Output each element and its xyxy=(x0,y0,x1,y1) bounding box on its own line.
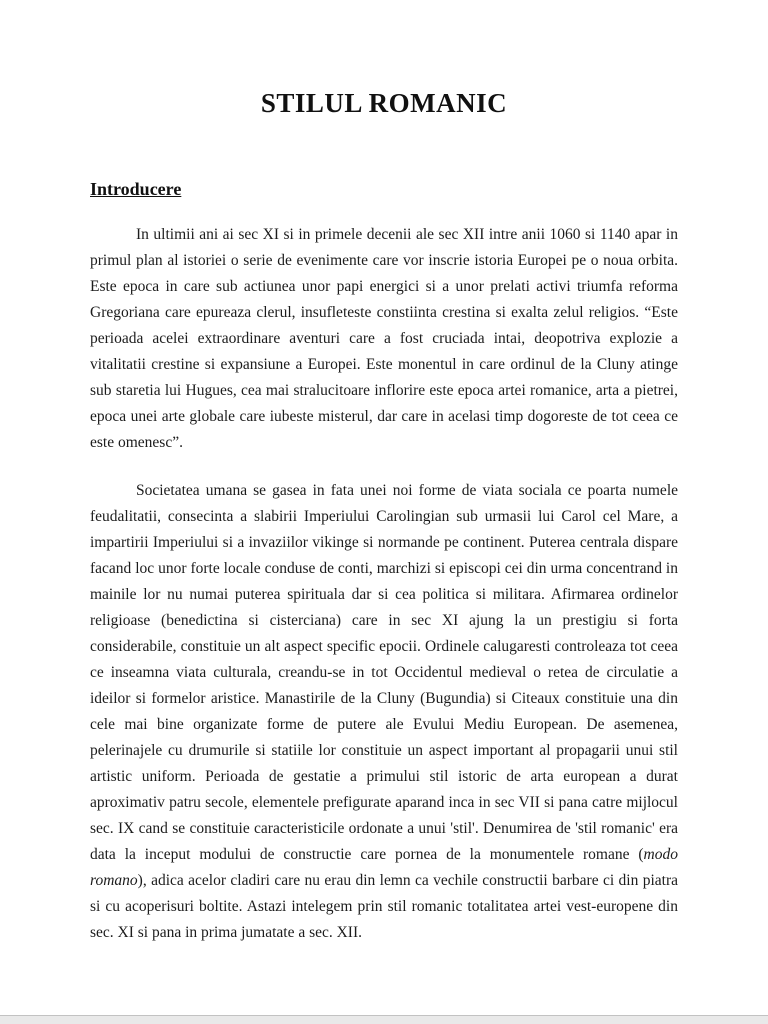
paragraph-2 xyxy=(90,478,678,946)
paragraph-1: In ultimii ani ai sec XI si in primele decenii ale sec XII intre anii 1060 si 1140 apar in primul plan al istoriei o serie de evenimente care vor inscrie istoria Europei pe o noua orbita. Este epoca in care sub actiunea unor papi energici si a unor prelati activi triumfa reforma Gregoriana care epureaza clerul, insufleteste constiinta crestina si exalta zelul religios. “Este perioada acelei extraordinare aventuri care a fost cruciada intai, deopotriva explozie a vitalitatii crestine si expansiune a Europei. Este monentul in care ordinul de la Cluny atinge sub staretia lui Hugues, cea mai stralucitoare inflorire este epoca artei romanice, arta a pietrei, epoca unei arte globale care iubeste misterul, dar care in acelasi timp dogoreste de tot ceea ce este omenesc”. xyxy=(90,226,678,451)
paragraph-2-italic-phrase: modo romano xyxy=(90,846,678,889)
page-bottom-edge xyxy=(0,1015,768,1024)
section-heading: Introducere xyxy=(90,179,182,199)
paragraph-2-text-after: ), adica acelor cladiri care nu erau din lemn ca vechile constructii barbare ci din piatra si cu acoperisuri boltite. Astazi intelegem prin stil romanic totalitatea artei vest-europene din sec. XI si pana in prima jumatate a sec. XII. xyxy=(90,872,678,941)
document-content xyxy=(90,179,678,946)
document-title: STILUL ROMANIC xyxy=(260,88,508,118)
paragraph-2-text-before: Societatea umana se gasea in fata unei noi forme de viata sociala ce poarta numele feudalitatii, consecinta a slabirii Imperiului Carolingian sub urmasii lui Carol cel Mare, a impartirii Imperiului si a invaziilor vikinge si normande pe continent. Puterea centrala dispare facand loc unor forte locale conduse de conti, marchizi si episcopi cei din urma concentrand in mainile lor nu numai puterea spirituala dar si cea politica si militara. Afirmarea ordinelor religioase (benedictina si cisterciana) care in sec XI ajung la un prestigiu si forta considerabile, constituie un alt aspect specific epocii. Ordinele calugaresti controleaza tot ceea ce inseamna viata culturala, creandu-se in tot Occidentul medieval o retea de circulatie a ideilor si formelor aristice. Manastirile de la Cluny (Bugundia) si Citeaux constituie una din cele mai bine organizate forme de putere ale Evului Mediu European. De asemenea, pelerinajele cu drumurile si statiile lor constituie un aspect important al propagarii unui stil artistic uniform. Perioada de gestatie a primului stil istoric de arta european a durat aproximativ patru secole, elementele prefigurate aparand inca in sec VII si pana catre mijlocul sec. IX cand se constituie caracteristicile ordonate a unui 'stil'. Denumirea de 'stil romanic' era data la inceput modului de constructie care pornea de la monumentele romane ( xyxy=(90,482,678,863)
